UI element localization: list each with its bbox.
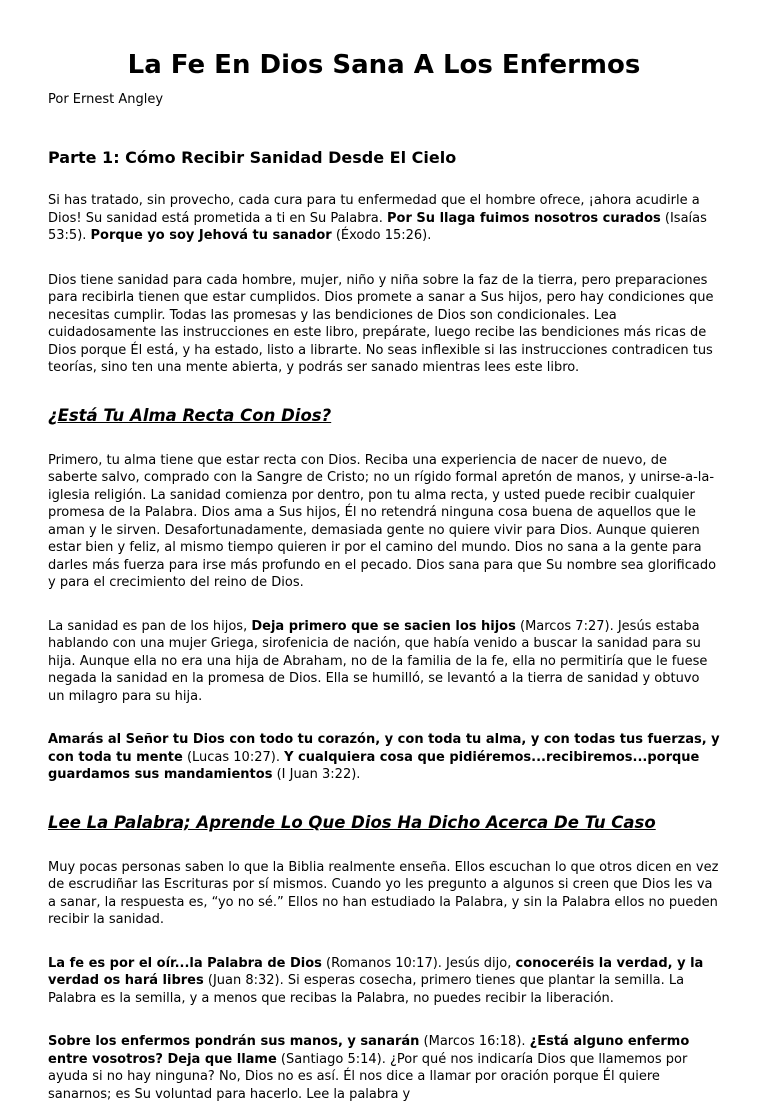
paragraph-fe-por-oir: La fe es por el oír...la Palabra de Dios (Romanos 10:17). Jesús dijo, conoceréis la verdad, y la verdad os hará libres (Juan 8:32). Si esperas cosecha, primero tienes que plantar la semilla. La Palabra es la semilla, y a menos que recibas la Palabra, no puedes recibir la liberación. — [48, 955, 704, 1006]
author-byline: Por Ernest Angley — [48, 92, 164, 107]
section-heading-palabra: Lee La Palabra; Aprende Lo Que Dios Ha Dicho Acerca De Tu Caso — [48, 812, 656, 832]
part-heading: Parte 1: Cómo Recibir Sanidad Desde El Cielo — [48, 148, 457, 167]
paragraph-amaras: Amarás al Señor tu Dios con todo tu corazón, y con toda tu alma, y con todas tus fuerzas, y con toda tu mente (Lucas 10:27). Y cualquiera cosa que pidiéremos...recibiremos...porque guardamos sus mandamientos (I Juan 3:22). — [48, 732, 720, 782]
section-heading-alma: ¿Está Tu Alma Recta Con Dios? — [48, 405, 332, 425]
paragraph-pan-de-hijos: La sanidad es pan de los hijos, Deja primero que se sacien los hijos (Marcos 7:27). Jesús estaba hablando con una mujer Griega, sirofenicia de nación, que había venido a buscar la sanidad para su hija. Aunque ella no era una hija de Abraham, no de la familia de la fe, ella no permitiría que le fuese negada la sanidad en la promesa de Dios. Ella se humilló, se levantó a la tierra de sanidad y obtuvo un milagro para su hija. — [48, 618, 708, 704]
paragraph-enfermos: Sobre los enfermos pondrán sus manos, y sanarán (Marcos 16:18). ¿Está alguno enfermo entre vosotros? Deja que llame (Santiago 5:14). ¿Por qué nos indicaría Dios que llamemos por ayuda si no hay ninguna? No, Dios no es así. Él nos dice a llamar por oración porque Él quiere sanarnos; es Su voluntad para hacerlo. Lee la palabra y — [48, 1034, 690, 1102]
document-title: La Fe En Dios Sana A Los Enfermos — [127, 50, 641, 80]
paragraph-intro: Si has tratado, sin provecho, cada cura para tu enfermedad que el hombre ofrece, ¡ahora acudirle a Dios! Su sanidad está prometida a ti en Su Palabra. Por Su llaga fuimos nosotros curados (Isaías 53:5). Porque yo soy Jehová tu sanador (Éxodo 15:26). — [48, 193, 707, 243]
paragraph-conditions: Dios tiene sanidad para cada hombre, mujer, niño y niña sobre la faz de la tierra, pero preparaciones para recibirla tienen que estar cumplidos. Dios promete a sanar a Sus hijos, pero hay condiciones que necesitas cumplir. Todas las promesas y las bendiciones de Dios son condicionales. Lea cuidadosamente las instrucciones en este libro, prepárate, luego recibe las bendiciones más ricas de Dios porque Él está, y ha estado, listo a librarte. No seas inflexible si las instrucciones contradicen tus teorías, sino ten una mente abierta, y podrás ser sanado mientras lees este libro. — [48, 272, 714, 375]
paragraph-alma: Primero, tu alma tiene que estar recta con Dios. Reciba una experiencia de nacer de nuevo, de saberte salvo, comprado con la Sangre de Cristo; no un rígido formal apretón de manos, y unirse-a-la-iglesia religión. La sanidad comienza por dentro, pon tu alma recta, y usted puede recibir cualquier promesa de la Palabra. Dios ama a Sus hijos, Él no retendrá ninguna cosa buena de aquellos que le aman y le sirven. Desafortunadamente, demasiada gente no quiere vivir para Dios. Aunque quieren estar bien y feliz, al mismo tiempo quieren ir por el camino del mundo. Dios no sana a la gente para darles más fuerza para irse más profundo en el pecado. Dios sana para que Su nombre sea glorificado y para el crecimiento del reino de Dios. — [48, 452, 717, 590]
paragraph-biblia: Muy pocas personas saben lo que la Biblia realmente enseña. Ellos escuchan lo que otros dicen en vez de escrudiñar las Escrituras por sí mismos. Cuando yo les pregunto a algunos si creen que Dios les va a sanar, la respuesta es, “yo no sé.” Ellos no han estudiado la Palabra, y sin la Palabra ellos no pueden recibir la sanidad. — [48, 859, 719, 927]
